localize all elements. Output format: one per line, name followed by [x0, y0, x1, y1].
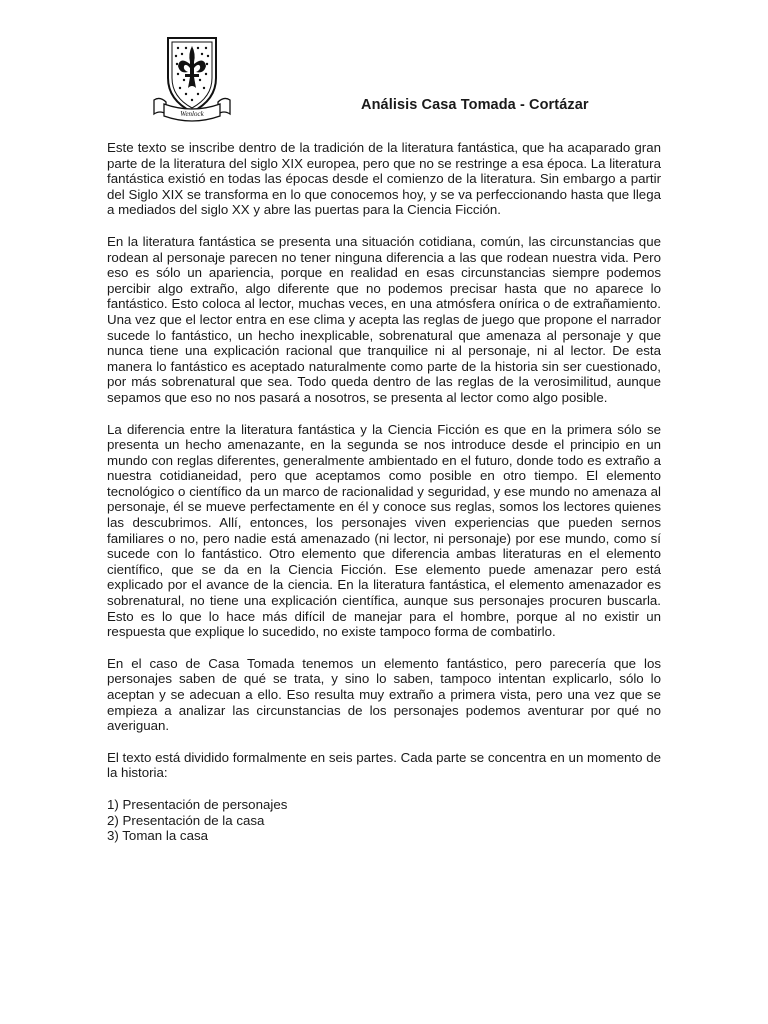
paragraph: En la literatura fantástica se presenta una situación cotidiana, común, las circunstancias que rodean al personaje parecen no tener ninguna diferencia a las que rodean nuestra vida. Pero eso es sólo un apariencia, porque en realidad en esas circunstancias siempre podemos percibir algo extraño, algo diferente que no podemos precisar hasta que no aparece lo fantástico. Esto coloca al lector, muchas veces, en una atmósfera onírica o de extrañamiento. Una vez que el lector entra en ese clima y acepta las reglas de juego que propone el narrador sucede lo fantástico, un hecho inexplicable, sobrenatural que amenaza al personaje y que nunca tiene una explicación racional que tranquilice ni al personaje, ni al lector. De esta manera lo fantástico es aceptado naturalmente como parte de la historia sin ser cuestionado, por más sobrenatural que sea. Todo queda dentro de las reglas de la verosimilitud, aunque sepamos que eso no nos pasará a nosotros, se presenta al lector como algo posible. [107, 233, 661, 405]
list-item: 1) Presentación de personajes [107, 796, 288, 812]
list-item: 3) Toman la casa [107, 828, 209, 844]
list-item: 2) Presentación de la casa [107, 812, 265, 828]
paragraph: La diferencia entre la literatura fantástica y la Ciencia Ficción es que en la primera sólo se presenta un hecho amenazante, en la segunda se nos introduce desde el principio en un mundo con reglas diferentes, generalmente ambientado en el futuro, donde todo es extraño a nuestra cotidianeidad, pero que aceptamos como posible en otro tiempo. El elemento tecnológico o científico da un marco de racionalidad y seguridad, y ese mundo no amenaza al personaje, él se mueve perfectamente en él y conoce sus reglas, somos los lectores quienes las descubrimos. Allí, entonces, los personajes viven experiencias que pueden sernos familiares o no, pero nadie está amenazado (ni lector, ni personaje) por ese mundo, como sí sucede con lo fantástico. Otro elemento que diferencia ambas literaturas en el elemento científico, que se da en la Ciencia Ficción. Ese elemento puede amenazar pero está explicado por el avance de la ciencia. En la literatura fantástica, el elemento amenazador es sobrenatural, no tiene una explicación científica, aunque sus personajes procuren buscarla. Esto es lo que lo hace más difícil de manejar para el hombre, porque al no existir un respuesta que explique lo sucedido, no existe tampoco forma de combatirlo. [107, 421, 661, 640]
document-title: Análisis Casa Tomada - Cortázar [361, 97, 589, 113]
crest-logo [150, 34, 234, 122]
paragraph: En el caso de Casa Tomada tenemos un elemento fantástico, pero parecería que los personajes saben de qué se trata, y sino lo saben, tampoco intentan explicarlo, sólo lo aceptan y se adecuan a ello. Eso resulta muy extraño a primera vista, pero una vez que se empieza a analizar las circunstancias de los personajes podemos aventurar por qué no averiguan. [107, 655, 661, 734]
svg-text:Wenlock: Wenlock [180, 110, 204, 118]
document-body [107, 140, 661, 844]
paragraph: Este texto se inscribe dentro de la tradición de la literatura fantástica, que ha acaparado gran parte de la literatura del siglo XIX europea, pero que no se restringe a esa época. La literatura fantástica existió en todas las épocas desde el comienzo de la literatura. Sin embargo a partir del Siglo XIX se transforma en lo que conocemos hoy, y se va perfeccionando hasta que llega a mediados del siglo XX y abre las puertas para la Ciencia Ficción. [107, 140, 661, 218]
paragraph: El texto está dividido formalmente en seis partes. Cada parte se concentra en un momento de la historia: [107, 749, 661, 781]
parts-list [107, 797, 661, 844]
